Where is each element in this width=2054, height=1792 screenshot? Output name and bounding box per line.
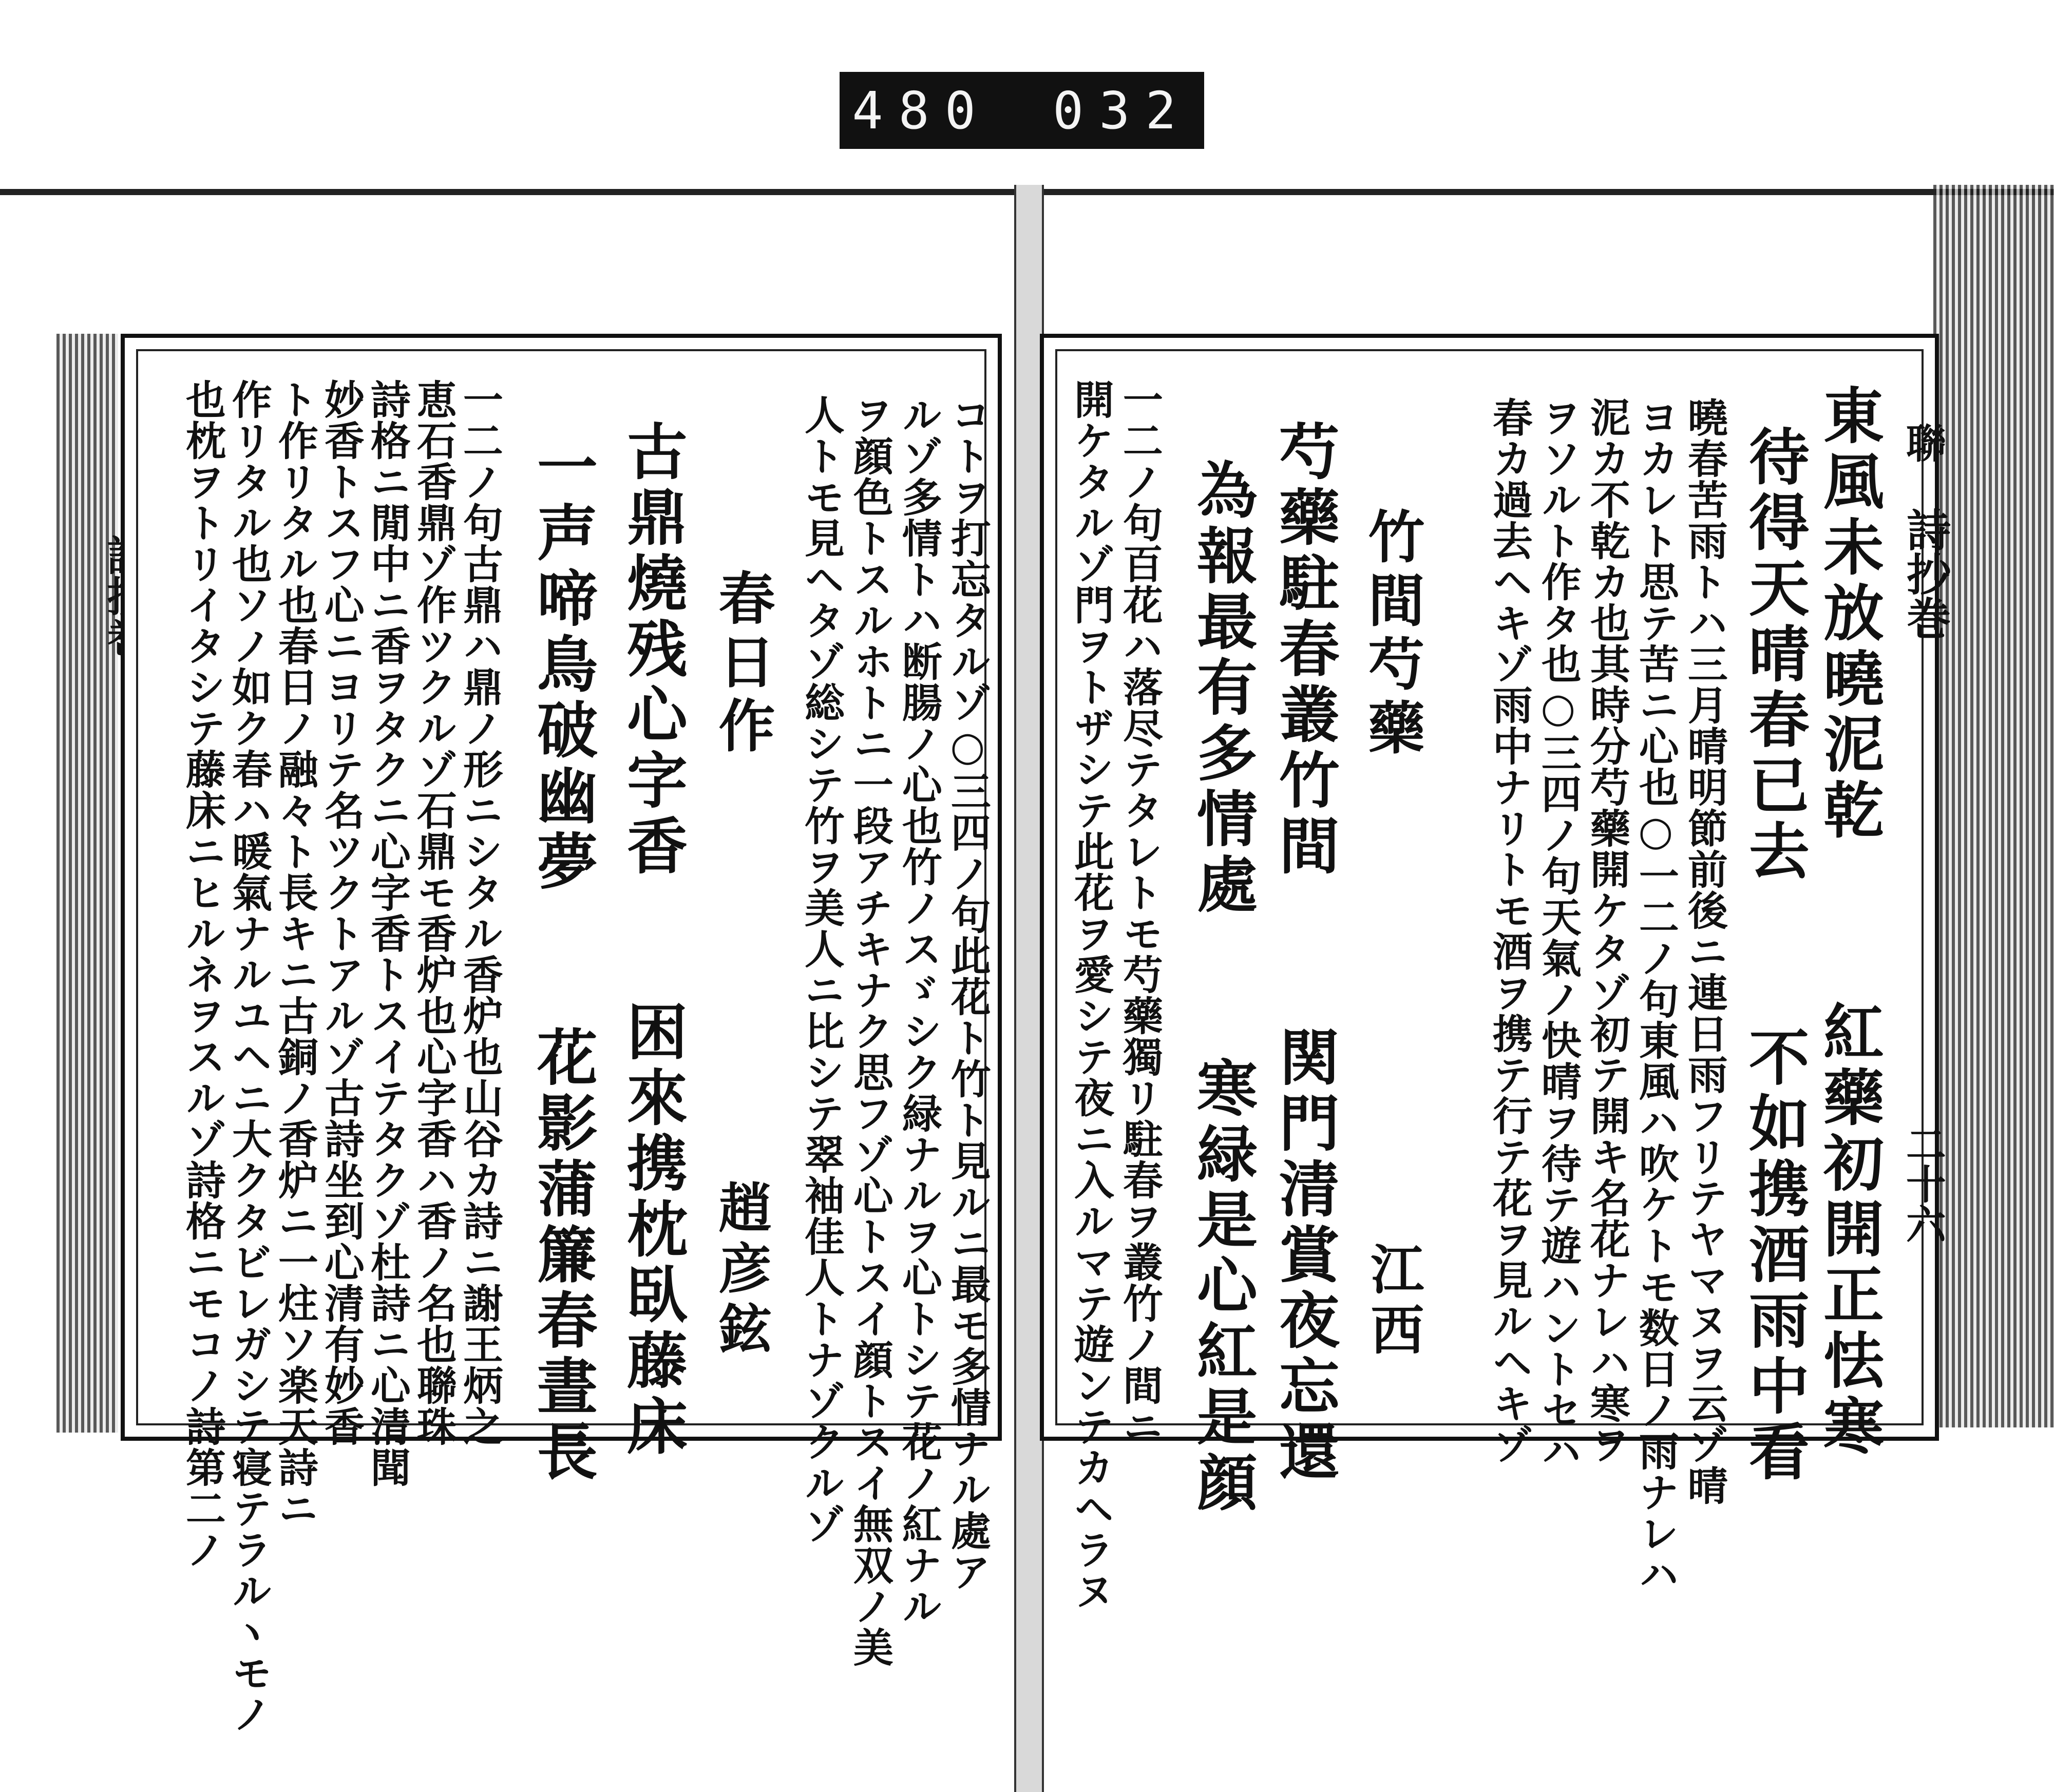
- poem3-line3: 困來携枕臥藤床: [616, 1000, 688, 1460]
- poem1-line1: 東風未放曉泥乾: [1813, 384, 1885, 844]
- commentary3-col5: ト作リタル也春日ノ融々ト長キニ古銅ノ香炉ニ一炷ソ楽天詩ニ: [271, 379, 318, 1529]
- poem1-line2: 待得天晴春已去: [1738, 425, 1810, 885]
- commentary3-col6: 作リタル也ソノ如ク春ハ暖氣ナルユヘニ大クタビレガシテ寝テラルヽモノ: [225, 379, 272, 1734]
- title3: 春日作: [709, 569, 776, 760]
- archive-label-left: 480: [852, 80, 991, 141]
- commentary1-col5: 春カ過去ヘキゾ雨中ナリトモ酒ヲ携テ行テ花ヲ見ルヘキゾ: [1486, 397, 1533, 1465]
- right-page: [1040, 334, 1951, 1611]
- author3: 趙彦鉉: [709, 1180, 773, 1362]
- commentary3-col3: 詩格ニ閒中ニ香ヲタクニ心字香トスイテタクゾ杜詩ニ心清聞: [364, 379, 411, 1488]
- right-page-header-prefix: 聯: [1899, 423, 1946, 463]
- page-number: 二十六: [1899, 1123, 1946, 1244]
- title2: 竹間芍藥: [1359, 507, 1425, 762]
- commentary1-col4: ヲソルト作タ也○三四ノ句天氣ノ快晴ヲ待テ遊ハントセハ: [1534, 397, 1582, 1472]
- commentary1-col2: ヨカレト思テ苦ニ心也○一二ノ句東風ハ吹ケトモ数日ノ雨ナレハ: [1632, 397, 1679, 1595]
- commentary-top-col1: コトヲ打忘タルゾ○三四ノ句此花ト竹ト見ルニ最モ多情ナル處ア: [944, 394, 991, 1592]
- commentary3-col1: 一二ノ句古鼎ハ鼎ノ形ニシタル香炉也山谷カ詩ニ謝王炳之: [456, 379, 503, 1447]
- poem2-line4: 寒緑是心紅是顔: [1186, 1057, 1258, 1517]
- commentary3-col2: 恵石香鼎ゾ作ツクルゾ石鼎モ香炉也心字香ハ香ノ名也聯珠: [410, 379, 457, 1447]
- poem2-line3: 関門清賞夜忘還: [1268, 1026, 1340, 1486]
- poem3-line2: 一声啼鳥破幽夢: [526, 435, 598, 895]
- commentary3-col7: 也枕ヲトリイタシテ藤床ニヒルネヲスルゾ詩格ニモコノ詩第二ノ: [179, 379, 226, 1570]
- commentary-top-col3: ヲ顔色トスルホトニ一段アチキナク思フゾ心トスイ顔トスイ無双ノ美: [846, 394, 893, 1668]
- poem1-line4: 不如携酒雨中看: [1738, 1026, 1810, 1486]
- archive-label-right: 032: [1053, 80, 1192, 141]
- commentary2-col1: 一二ノ句百花ハ落尽テタレトモ芍藥獨リ駐春ヲ叢竹ノ間ニ: [1116, 379, 1163, 1447]
- left-page-edge: [56, 334, 118, 1433]
- poem3-line4: 花影蒲簾春晝長: [526, 1026, 598, 1486]
- right-page-edge: [1933, 185, 2054, 1427]
- commentary2-col2: 開ケタルゾ門ヲトザシテ此花ヲ愛シテ夜ニ入ルマテ遊ンテカヘラヌ: [1067, 379, 1114, 1611]
- commentary-top-col2: ルゾ多情トハ断腸ノ心也竹ノスゞシク緑ナルヲ心トシテ花ノ紅ナル: [895, 394, 942, 1627]
- poem1-line3: 紅藥初開正怯寒: [1813, 1000, 1885, 1460]
- commentary3-col4: 妙香トスフ心ニヨリテ名ツクトアルゾ古詩坐到心清有妙香: [317, 379, 365, 1447]
- author2: 江西: [1361, 1242, 1425, 1363]
- commentary-top-col4: 人トモ見ヘタゾ総シテ竹ヲ美人ニ比シテ翠袖佳人トナゾクルゾ: [797, 394, 845, 1545]
- right-page-header: 詩抄巻: [1899, 507, 1951, 640]
- poem3-line1: 古鼎燒残心字香: [616, 420, 688, 880]
- commentary1-col1: 曉春苦雨トハ三月晴明節前後ニ連日雨フリテヤマヌヲ云ゾ晴: [1681, 397, 1728, 1506]
- left-page: [121, 334, 1002, 1734]
- poem2-line1: 芍藥駐春叢竹間: [1268, 420, 1340, 880]
- poem2-line2: 為報最有多情處: [1186, 459, 1258, 919]
- commentary1-col3: 泥カ不乾カ也其時分芍藥開ケタゾ初テ開キ名花ナレハ寒ヲ: [1583, 397, 1630, 1465]
- archive-label: [840, 72, 1204, 149]
